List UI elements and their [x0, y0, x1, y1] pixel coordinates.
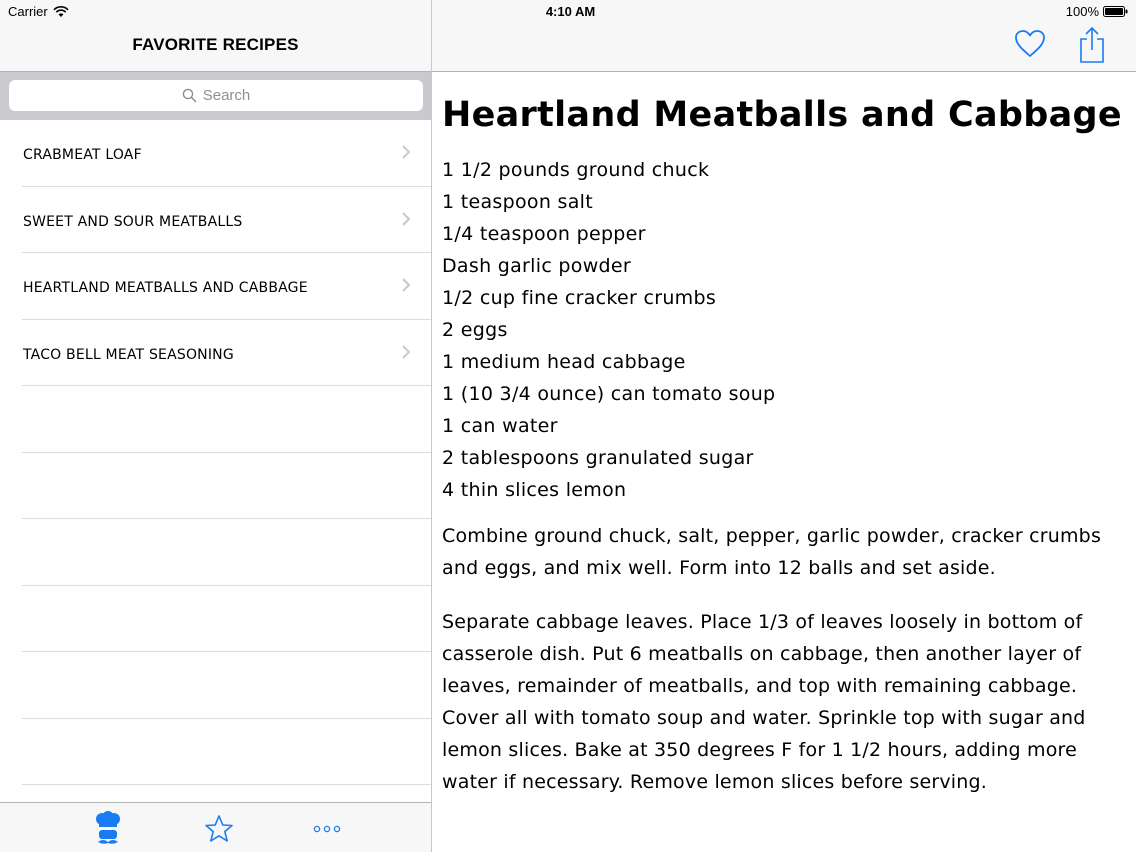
ingredient-item: 1 teaspoon salt	[442, 191, 593, 213]
ingredient-item: 1 medium head cabbage	[442, 351, 686, 373]
recipe-row-heartland-meatballs-and-cabbage[interactable]	[22, 253, 431, 320]
recipe-row-label: TACO BELL MEAT SEASONING	[23, 346, 234, 363]
ingredient-item: 2 eggs	[442, 319, 508, 341]
wifi-icon	[53, 6, 69, 18]
more-icon	[312, 824, 342, 834]
recipe-row-label: CRABMEAT LOAF	[23, 147, 142, 163]
status-time: 4:10 AM	[545, 4, 596, 19]
ingredient-list	[442, 154, 1132, 506]
chevron-right-icon	[401, 144, 411, 160]
battery-percent: 100%	[1065, 4, 1099, 19]
direction-paragraph: Combine ground chuck, salt, pepper, garlic powder, cracker crumbs and eggs, and mix well. Form into 12 balls and set aside.	[442, 525, 1102, 579]
battery-icon	[1103, 6, 1128, 17]
ingredient-item: 2 tablespoons granulated sugar	[442, 447, 754, 469]
star-icon	[204, 814, 234, 844]
favorite-button[interactable]	[1014, 28, 1046, 60]
empty-row	[22, 652, 431, 719]
detail-pane	[432, 0, 1136, 852]
tab-favorites[interactable]	[199, 809, 239, 849]
ingredient-item: 1 (10 3/4 ounce) can tomato soup	[442, 383, 776, 405]
chevron-right-icon	[401, 211, 411, 227]
share-button[interactable]	[1079, 26, 1105, 64]
carrier-label: Carrier	[8, 4, 48, 19]
share-icon	[1079, 26, 1105, 64]
empty-row	[22, 719, 431, 786]
direction-paragraph: Separate cabbage leaves. Place 1/3 of leaves loosely in bottom of casserole dish. Put 6 meatballs on cabbage, then another layer of leaves, remainder of meatballs, and top with remaining cabbage. Cover all with tomato soup and water. Sprinkle top with sugar and lemon slices. Bake at 350 degrees F for 1 1/2 hours, adding more water if necessary. Remove lemon slices before serving.	[442, 611, 1086, 793]
recipe-title: Heartland Meatballs and Cabbage	[442, 95, 1122, 135]
master-navigation-bar	[0, 0, 431, 72]
recipe-row-label: SWEET AND SOUR MEATBALLS	[23, 213, 243, 230]
ingredient-item: 1/4 teaspoon pepper	[442, 223, 646, 245]
ingredient-item: 1 can water	[442, 415, 558, 437]
empty-row	[22, 453, 431, 520]
heart-icon	[1014, 28, 1046, 60]
recipe-row-sweet-and-sour-meatballs[interactable]	[22, 187, 431, 254]
recipe-row-taco-bell-meat-seasoning[interactable]	[22, 320, 431, 387]
page-title: FAVORITE RECIPES	[132, 35, 299, 54]
empty-row	[22, 519, 431, 586]
master-pane	[0, 0, 432, 852]
recipe-content	[442, 88, 1132, 820]
status-bar-left	[8, 4, 69, 19]
tab-bar	[0, 802, 431, 852]
search-input[interactable]	[9, 80, 423, 111]
chef-icon	[94, 811, 122, 847]
chevron-right-icon	[401, 344, 411, 360]
empty-row	[22, 586, 431, 653]
search-icon	[182, 88, 197, 103]
recipe-row-crabmeat-loaf[interactable]	[22, 120, 431, 187]
empty-row	[22, 386, 431, 453]
recipe-list	[0, 120, 431, 785]
ingredient-item: Dash garlic powder	[442, 255, 631, 277]
chevron-right-icon	[401, 277, 411, 293]
detail-navigation-bar	[432, 0, 1136, 72]
ingredient-item: 4 thin slices lemon	[442, 479, 627, 501]
tab-more[interactable]	[307, 809, 347, 849]
ingredient-item: 1 1/2 pounds ground chuck	[442, 159, 710, 181]
status-battery	[1066, 4, 1128, 19]
ingredient-item: 1/2 cup fine cracker crumbs	[442, 287, 717, 309]
tab-recipes[interactable]	[88, 809, 128, 849]
search-placeholder: Search	[202, 87, 251, 104]
search-bar	[0, 72, 431, 120]
recipe-row-label: HEARTLAND MEATBALLS AND CABBAGE	[23, 280, 308, 296]
